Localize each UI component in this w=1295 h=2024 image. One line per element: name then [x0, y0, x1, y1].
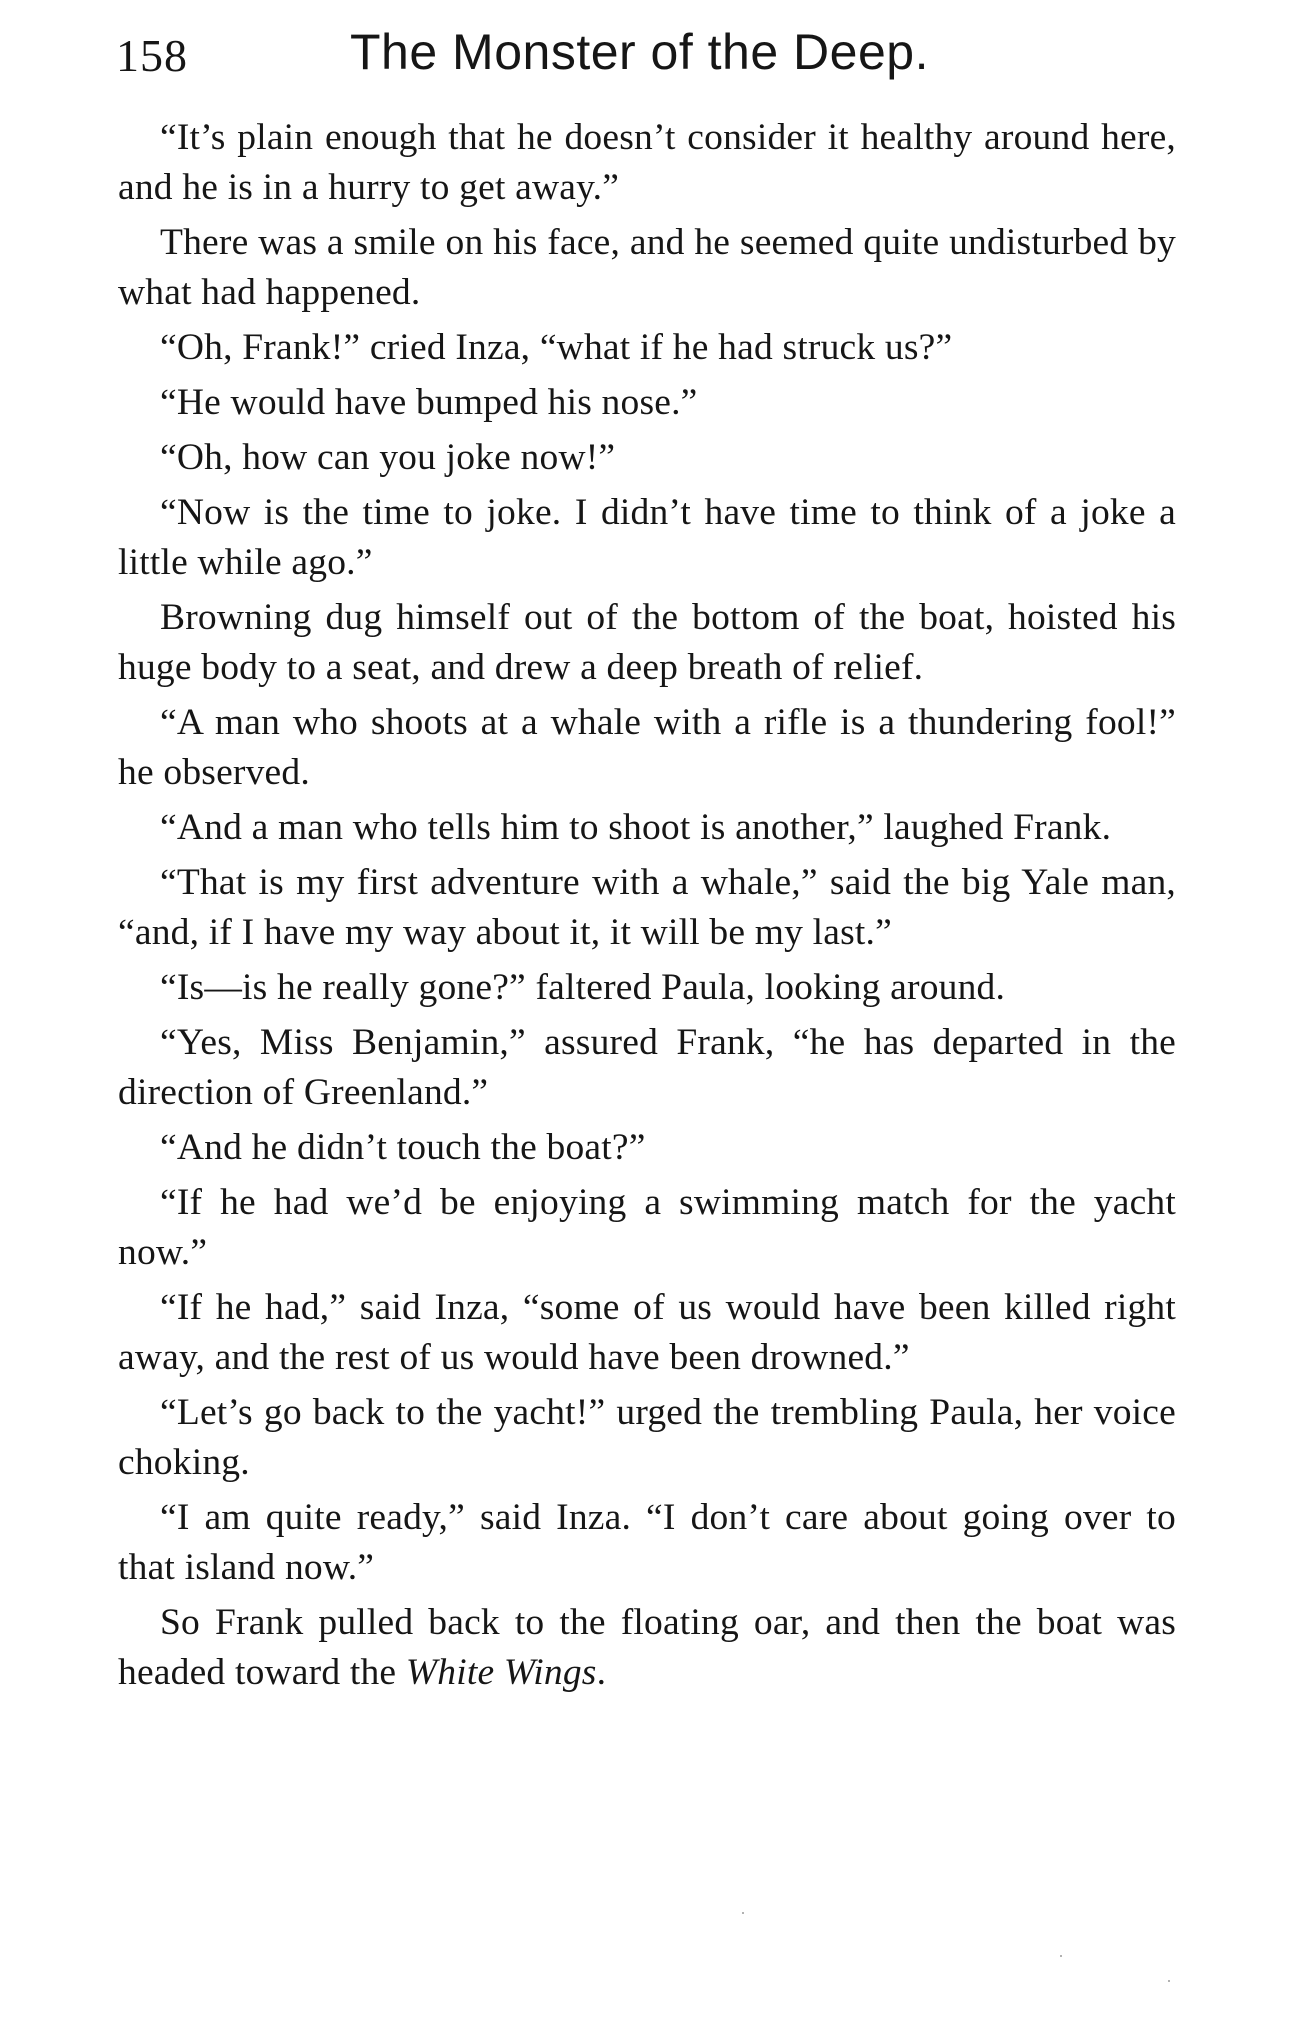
- paragraph: “Oh, Frank!” cried Inza, “what if he had struck us?”: [160, 327, 953, 368]
- paragraph: “I am quite ready,” said Inza. “I don’t care about going over to that island now.”: [118, 1497, 1176, 1588]
- paragraph: “If he had,” said Inza, “some of us would have been killed right away, and the rest of us would have been drowned.”: [118, 1287, 1176, 1378]
- running-title: The Monster of the Deep.: [350, 24, 929, 80]
- paragraph: “Now is the time to joke. I didn’t have time to think of a joke a little while ago.”: [118, 492, 1176, 583]
- paragraph: “If he had we’d be enjoying a swimming match for the yacht now.”: [118, 1182, 1176, 1273]
- scan-speck: [1060, 1955, 1062, 1957]
- paragraph: There was a smile on his face, and he seemed quite undisturbed by what had happened.: [118, 222, 1176, 313]
- final-punctuation: .: [596, 1652, 607, 1693]
- paragraph: “Let’s go back to the yacht!” urged the trembling Paula, her voice choking.: [118, 1392, 1176, 1483]
- paragraph: Browning dug himself out of the bottom of the boat, hoisted his huge body to a seat, and drew a deep breath of relief.: [118, 597, 1176, 688]
- final-paragraph: [118, 1598, 1176, 1698]
- paragraph: “And he didn’t touch the boat?”: [160, 1127, 646, 1168]
- body-text: [118, 113, 1176, 1698]
- paragraph: “Oh, how can you joke now!”: [160, 437, 616, 478]
- paragraph: “And a man who tells him to shoot is another,” laughed Frank.: [160, 807, 1112, 848]
- scan-speck: [742, 1912, 744, 1914]
- paragraph: “That is my first adventure with a whale,” said the big Yale man, “and, if I have my way about it, it will be my last.”: [118, 862, 1176, 953]
- final-paragraph-text: So Frank pulled back to the floating oar, and then the boat was headed toward the: [118, 1602, 1176, 1693]
- scan-speck: [1168, 1980, 1170, 1982]
- page-number: 158: [116, 30, 188, 81]
- paragraph: “He would have bumped his nose.”: [160, 382, 698, 423]
- running-head: [116, 22, 1176, 92]
- paragraph: “It’s plain enough that he doesn’t consider it healthy around here, and he is in a hurry to get away.”: [118, 117, 1176, 208]
- paragraph: “Is—is he really gone?” faltered Paula, looking around.: [160, 967, 1006, 1008]
- ship-name: White Wings: [405, 1652, 597, 1693]
- paragraph: “Yes, Miss Benjamin,” assured Frank, “he has departed in the direction of Greenland.”: [118, 1022, 1176, 1113]
- paragraph: “A man who shoots at a whale with a rifle is a thundering fool!” he observed.: [118, 702, 1176, 793]
